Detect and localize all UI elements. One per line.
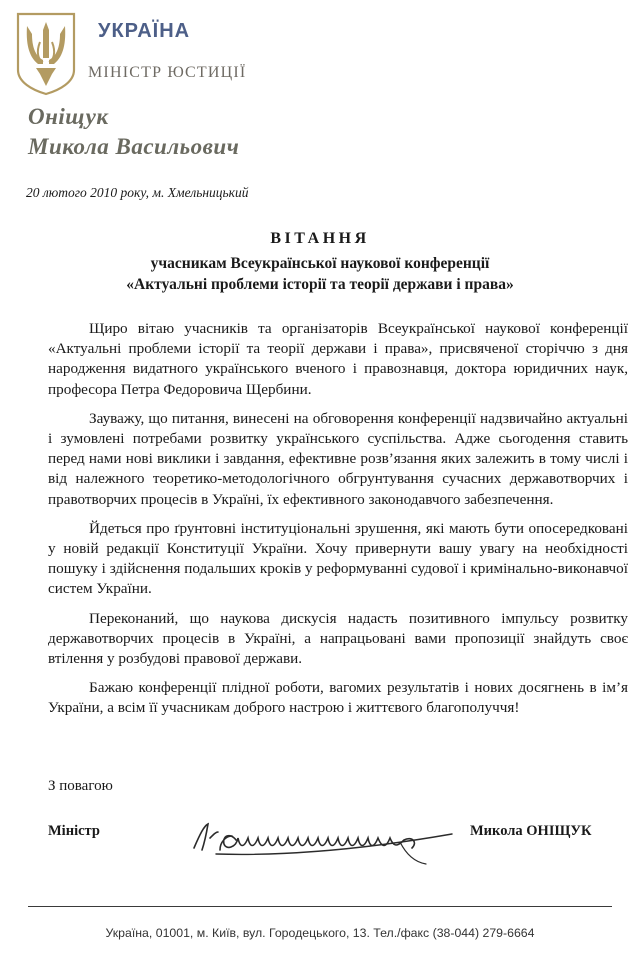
handwritten-signature	[190, 814, 460, 870]
body-paragraph-4: Переконаний, що наукова дискусія надасть позитивного імпульсу розвитку державотворчих процесів в Україні, а напрацьовані вами пропозиції знайдуть своє втілення у розбудові правової держави.	[48, 609, 628, 668]
body-paragraph-2: Зауважу, що питання, винесені на обговорення конференції надзвичайно актуальні і зумовлені потребами розвитку українського суспільства. Адже сьогодення ставить перед нами нові виклики і завдання, ефективне розв’язання яких залежить в тому числі і від належного теоретико-методологічного обгрунтування сучасних державотворчих і правотворчих процесів в Україні, їх ефективного законодавчого забезпечення.	[48, 409, 628, 508]
footer-divider	[28, 906, 612, 907]
minister-given-names: Микола Васильович	[28, 134, 240, 159]
ministry-name: МІНІСТР ЮСТИЦІЇ	[88, 64, 247, 81]
closing-phrase: З повагою	[48, 778, 113, 794]
country-name: УКРАЇНА	[98, 20, 191, 42]
signer-name: Микола ОНІЩУК	[470, 823, 592, 839]
addressee-line-1: учасникам Всеукраїнської наукової конференції	[150, 255, 490, 272]
addressee-line-2: «Актуальні проблеми історії та теорії держави і права»	[126, 276, 514, 293]
letter-body	[48, 319, 628, 728]
letter-title: ВІТАННЯ	[270, 230, 370, 247]
footer-address: Україна, 01001, м. Київ, вул. Городецького, 13. Тел./факс (38-044) 279-6664	[105, 926, 535, 940]
signer-position: Міністр	[48, 823, 100, 839]
body-paragraph-5: Бажаю конференції плідної роботи, вагомих результатів і нових досягнень в ім’я України, а всім її учасникам доброго настрою і життєвого благополуччя!	[48, 679, 628, 717]
trident-icon	[14, 12, 78, 96]
body-paragraph-3: Йдеться про ґрунтовні інституціональні зрушення, які мають бути опосередковані у новій редакції Конституції України. Хочу привернути вашу увагу на необхідності пошуку і здійснення подальших кроків у реформуванні судової і кримінально-виконавчої систем України.	[48, 519, 628, 598]
minister-surname: Оніщук	[28, 104, 109, 129]
date-place: 20 лютого 2010 року, м. Хмельницький	[26, 185, 249, 200]
body-paragraph-1: Щиро вітаю учасників та організаторів Всеукраїнської наукової конференції «Актуальні проблеми історії та теорії держави і права», присвяченої сторіччю з дня народження видатного українського вченого і правознавця, доктора юридичних наук, професора Петра Федоровича Щербини.	[48, 320, 628, 398]
